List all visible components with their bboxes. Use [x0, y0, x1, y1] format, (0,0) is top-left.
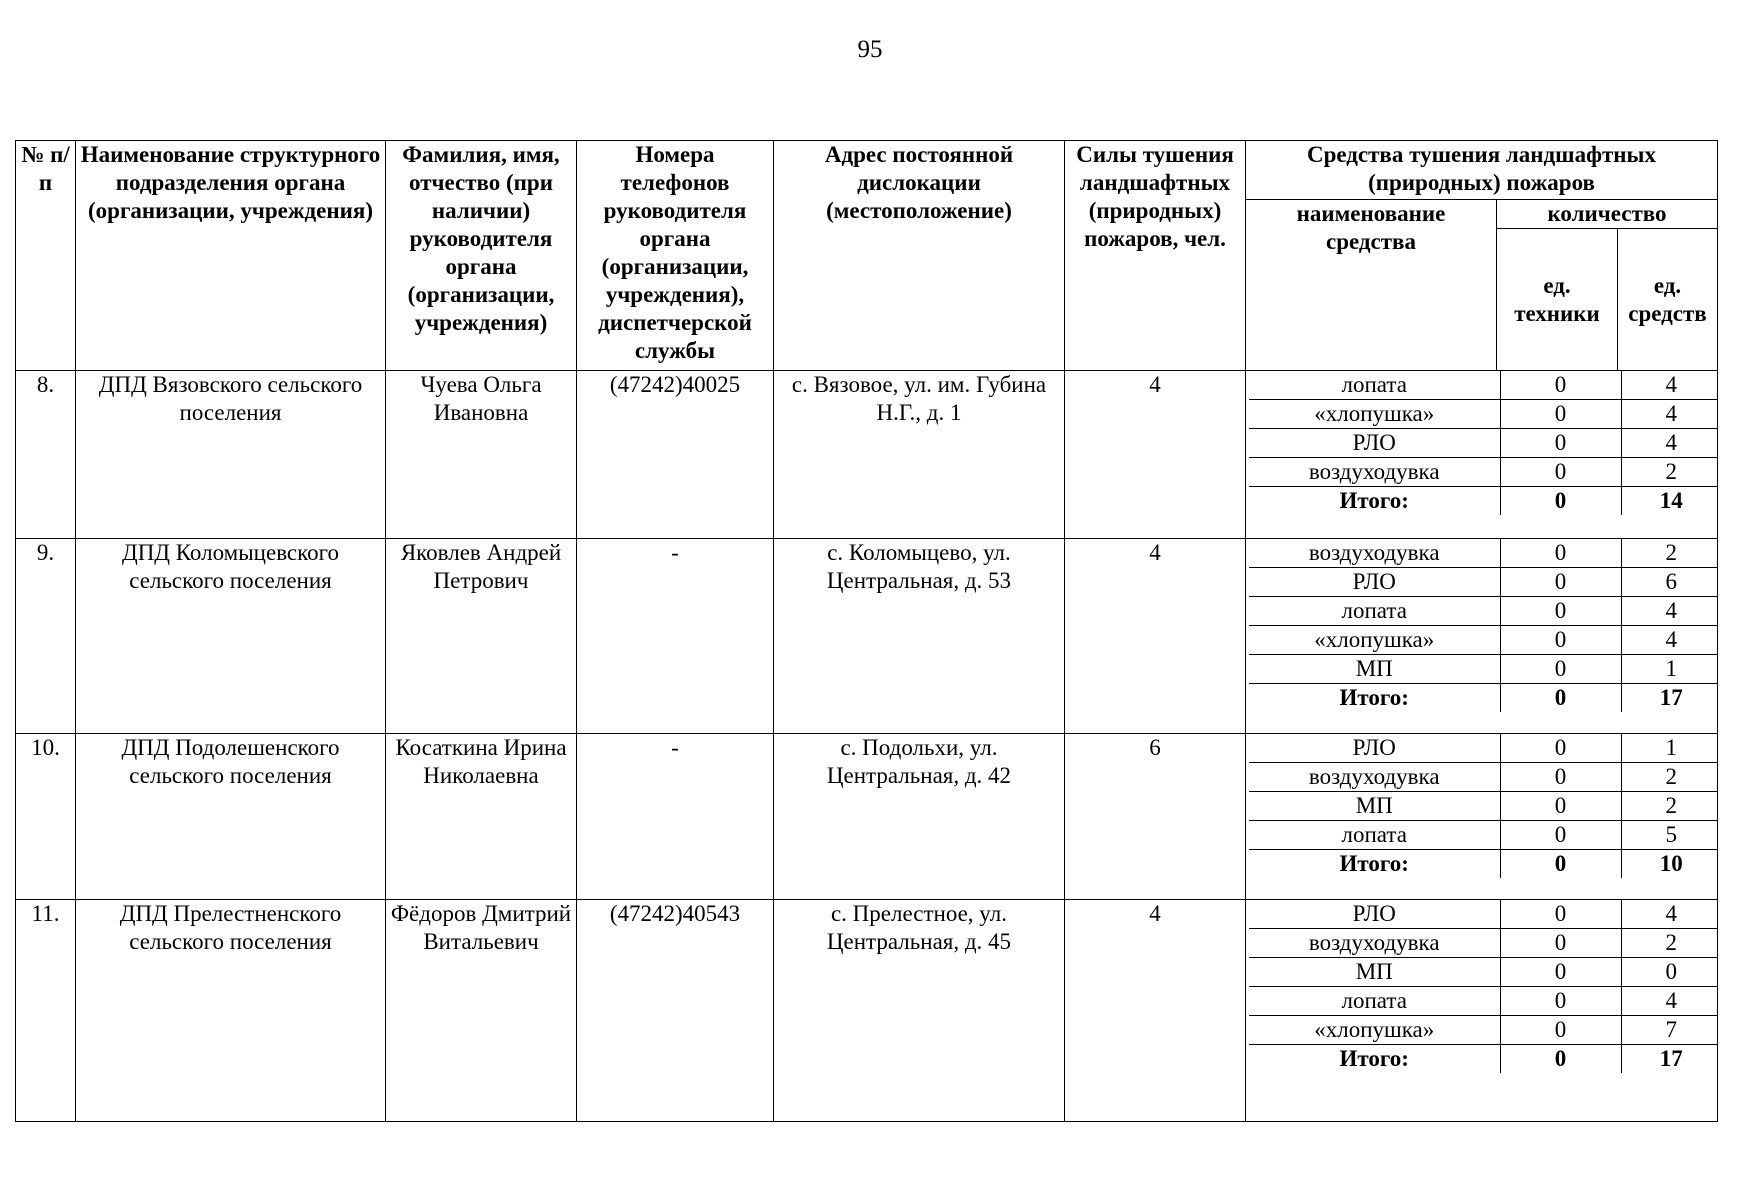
header-num: № п/п [16, 141, 76, 371]
total-tech: 0 [1500, 487, 1621, 516]
means-name: лопата [1249, 371, 1500, 400]
means-item [1249, 655, 1718, 684]
address: с. Вязовое, ул. им. Губина Н.Г., д. 1 [774, 371, 1065, 539]
means-list [1249, 539, 1718, 712]
means-item [1249, 568, 1718, 597]
means-tech-count: 0 [1500, 458, 1621, 487]
total-tech: 0 [1500, 684, 1621, 713]
unit-name: ДПД Коломыцевского сельского поселения [76, 539, 386, 734]
head-name: Чуева Ольга Ивановна [386, 371, 577, 539]
means-name: воздуходувка [1249, 539, 1500, 568]
unit-name: ДПД Подолешенского сельского поселения [76, 734, 386, 900]
means-name: РЛО [1249, 568, 1500, 597]
means-tech-count: 0 [1500, 429, 1621, 458]
means-name: воздуходувка [1249, 763, 1500, 792]
means-item [1249, 929, 1718, 958]
means-item [1249, 821, 1718, 850]
row-number: 9. [16, 539, 76, 734]
means-count: 5 [1621, 821, 1718, 850]
means-tech-count: 0 [1500, 626, 1621, 655]
means-count: 7 [1621, 1016, 1718, 1045]
means-item [1249, 371, 1718, 400]
total-tech: 0 [1500, 1045, 1621, 1074]
means-item [1249, 597, 1718, 626]
header-units-means: ед. средств [1618, 229, 1718, 371]
table-row [16, 539, 1718, 734]
means-tech-count: 0 [1500, 371, 1621, 400]
means-name: «хлопушка» [1249, 1016, 1500, 1045]
means-list [1249, 900, 1718, 1073]
means-list [1249, 371, 1718, 515]
means-name: МП [1249, 655, 1500, 684]
means-name: МП [1249, 792, 1500, 821]
total-label: Итого: [1339, 1046, 1409, 1071]
means-tech-count: 0 [1500, 929, 1621, 958]
page-number: 95 [857, 36, 883, 63]
forces-count: 4 [1065, 371, 1246, 539]
means-item [1249, 763, 1718, 792]
means-count: 4 [1621, 597, 1718, 626]
header-means-name: наименование средства [1246, 200, 1497, 371]
total-means: 14 [1621, 487, 1718, 516]
total-label: Итого: [1339, 488, 1409, 513]
means-item [1249, 900, 1718, 929]
means-cell [1246, 539, 1718, 734]
header-units-tech: ед. техники [1497, 229, 1618, 371]
means-tech-count: 0 [1500, 734, 1621, 763]
means-item [1249, 626, 1718, 655]
address: с. Подольхи, ул. Центральная, д. 42 [774, 734, 1065, 900]
means-tech-count: 0 [1500, 539, 1621, 568]
fire-resources-table [15, 140, 1718, 1122]
means-tech-count: 0 [1500, 597, 1621, 626]
unit-name: ДПД Вязовского сельского поселения [76, 371, 386, 539]
means-tech-count: 0 [1500, 400, 1621, 429]
phone-number: (47242)40543 [577, 900, 774, 1122]
means-cell [1246, 900, 1718, 1122]
means-count: 2 [1621, 763, 1718, 792]
means-count: 4 [1621, 400, 1718, 429]
total-tech: 0 [1500, 850, 1621, 879]
head-name: Яковлев Андрей Петрович [386, 539, 577, 734]
header-head: Фамилия, имя, отчество (при наличии) руководителя органа (организации, учреждения) [386, 141, 577, 371]
phone-number: - [577, 734, 774, 900]
means-total [1249, 487, 1718, 516]
means-name: РЛО [1249, 900, 1500, 929]
means-item [1249, 987, 1718, 1016]
means-count: 1 [1621, 655, 1718, 684]
means-count: 2 [1621, 539, 1718, 568]
means-count: 4 [1621, 900, 1718, 929]
means-item [1249, 1016, 1718, 1045]
means-name: РЛО [1249, 734, 1500, 763]
means-item [1249, 429, 1718, 458]
address: с. Коломыцево, ул. Центральная, д. 53 [774, 539, 1065, 734]
means-list [1249, 734, 1718, 878]
means-count: 4 [1621, 626, 1718, 655]
means-name: лопата [1249, 987, 1500, 1016]
table-header [16, 141, 1718, 371]
means-count: 0 [1621, 958, 1718, 987]
means-count: 2 [1621, 929, 1718, 958]
head-name: Фёдоров Дмитрий Витальевич [386, 900, 577, 1122]
means-tech-count: 0 [1500, 987, 1621, 1016]
phone-number: - [577, 539, 774, 734]
total-means: 17 [1621, 684, 1718, 713]
forces-count: 4 [1065, 539, 1246, 734]
means-tech-count: 0 [1500, 900, 1621, 929]
means-name: «хлопушка» [1249, 400, 1500, 429]
means-item [1249, 734, 1718, 763]
forces-count: 4 [1065, 900, 1246, 1122]
table-row [16, 900, 1718, 1122]
row-number: 11. [16, 900, 76, 1122]
forces-count: 6 [1065, 734, 1246, 900]
means-name: лопата [1249, 821, 1500, 850]
means-name: воздуходувка [1249, 458, 1500, 487]
means-tech-count: 0 [1500, 655, 1621, 684]
phone-number: (47242)40025 [577, 371, 774, 539]
means-count: 4 [1621, 371, 1718, 400]
header-phones: Номера телефонов руководителя органа (организации, учреждения), диспетчерской службы [577, 141, 774, 371]
total-means: 10 [1621, 850, 1718, 879]
means-name: МП [1249, 958, 1500, 987]
unit-name: ДПД Прелестненского сельского поселения [76, 900, 386, 1122]
header-means-group: Средства тушения ландшафтных (природных) пожаров [1246, 141, 1718, 200]
means-tech-count: 0 [1500, 792, 1621, 821]
means-tech-count: 0 [1500, 821, 1621, 850]
means-total [1249, 1045, 1718, 1074]
means-tech-count: 0 [1500, 1016, 1621, 1045]
means-count: 2 [1621, 458, 1718, 487]
means-count: 2 [1621, 792, 1718, 821]
means-count: 1 [1621, 734, 1718, 763]
means-tech-count: 0 [1500, 763, 1621, 792]
table-body [16, 371, 1718, 1122]
means-name: «хлопушка» [1249, 626, 1500, 655]
total-label: Итого: [1339, 685, 1409, 710]
header-forces: Силы тушения ландшафтных (природных) пожаров, чел. [1065, 141, 1246, 371]
table-row [16, 371, 1718, 539]
means-tech-count: 0 [1500, 958, 1621, 987]
means-count: 6 [1621, 568, 1718, 597]
head-name: Косаткина Ирина Николаевна [386, 734, 577, 900]
means-count: 4 [1621, 987, 1718, 1016]
row-number: 10. [16, 734, 76, 900]
means-name: воздуходувка [1249, 929, 1500, 958]
row-number: 8. [16, 371, 76, 539]
means-cell [1246, 371, 1718, 539]
total-label: Итого: [1339, 851, 1409, 876]
means-total [1249, 684, 1718, 713]
means-item [1249, 539, 1718, 568]
means-item [1249, 792, 1718, 821]
means-count: 4 [1621, 429, 1718, 458]
means-item [1249, 958, 1718, 987]
header-unit: Наименование структурного подразделения органа (организации, учреждения) [76, 141, 386, 371]
address: с. Прелестное, ул. Центральная, д. 45 [774, 900, 1065, 1122]
table-row [16, 734, 1718, 900]
means-name: лопата [1249, 597, 1500, 626]
means-tech-count: 0 [1500, 568, 1621, 597]
header-quantity: количество [1497, 200, 1718, 229]
header-address: Адрес постоянной дислокации (местоположение) [774, 141, 1065, 371]
means-name: РЛО [1249, 429, 1500, 458]
means-item [1249, 458, 1718, 487]
total-means: 17 [1621, 1045, 1718, 1074]
means-cell [1246, 734, 1718, 900]
means-total [1249, 850, 1718, 879]
means-item [1249, 400, 1718, 429]
